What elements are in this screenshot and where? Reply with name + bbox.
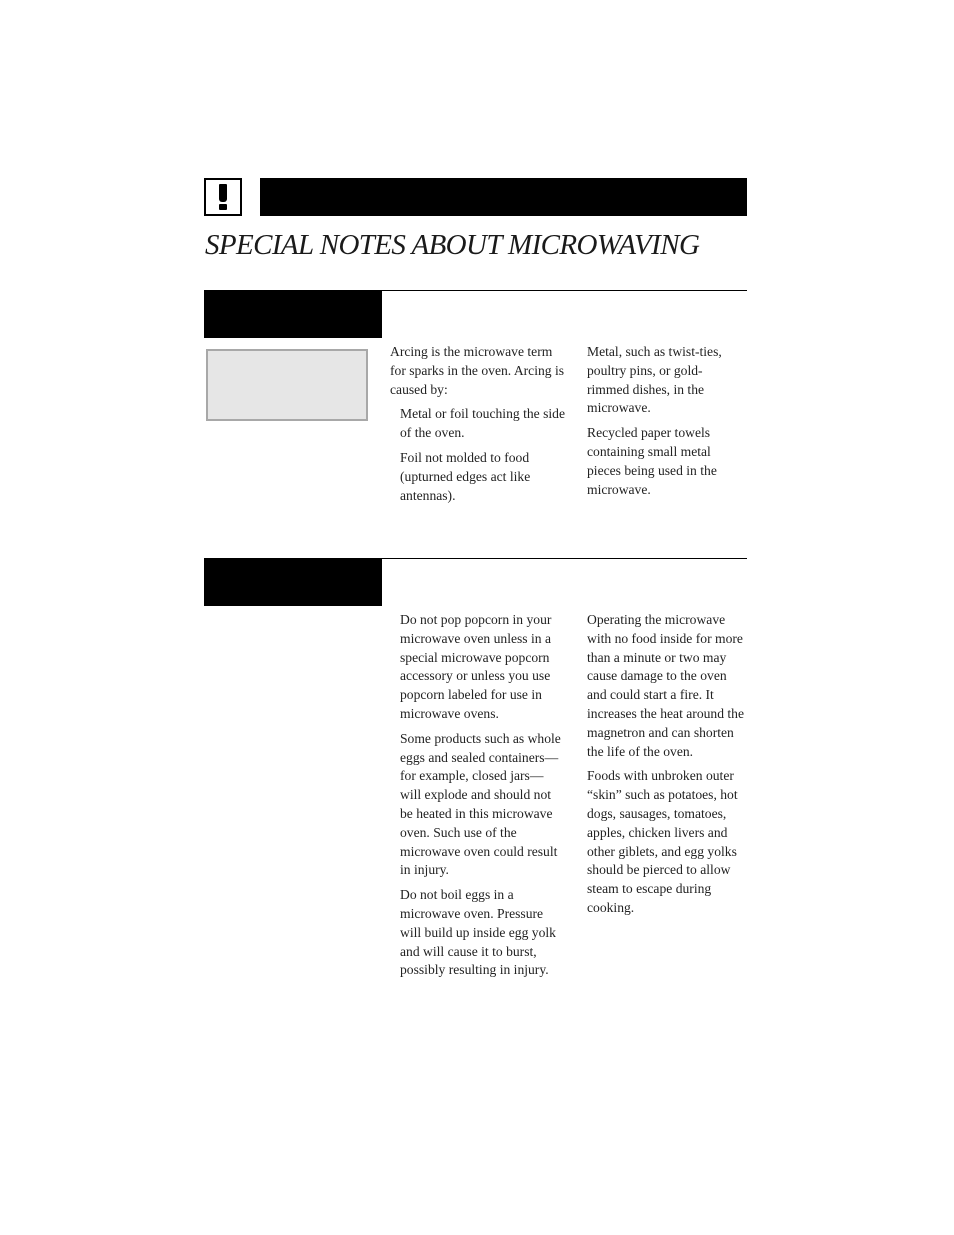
arcing-section-tab (204, 290, 382, 338)
arcing-cause-foil-touching: Metal or foil touching the side of the oven. (400, 406, 565, 441)
arcing-cause-paper-towels: Recycled paper towels containing small metal pieces being used in the microwave. (587, 425, 717, 497)
caution-food-skin: Foods with unbroken outer “skin” such as potatoes, hot dogs, sausages, tomatoes, apples, chicken livers and other giblets, and egg yolks should be pierced to allow steam to escape during cooking. (587, 768, 738, 915)
arcing-cause-metal: Metal, such as twist-ties, poultry pins, or gold-rimmed dishes, in the microwave. (587, 344, 722, 416)
cautions-column-left (400, 611, 564, 986)
exclamation-bar (219, 184, 227, 202)
cautions-section-tab (204, 558, 382, 606)
exclamation-icon (204, 178, 242, 216)
arcing-intro: Arcing is the microwave term for sparks in the oven. Arcing is caused by: (390, 344, 565, 397)
cautions-section-rule (382, 558, 747, 559)
caution-boil-eggs: Do not boil eggs in a microwave oven. Pressure will build up inside egg yolk and will cause it to burst, possibly resulting in injury. (400, 887, 556, 978)
arcing-cause-foil-not-molded: Foil not molded to food (upturned edges act like antennas). (400, 449, 531, 503)
caution-popcorn: Do not pop popcorn in your microwave oven unless in a special microwave popcorn accessory or unless you use popcorn labeled for use in microwave ovens. (400, 612, 552, 721)
exclamation-dot (219, 204, 227, 210)
arcing-column-right (587, 343, 743, 505)
arcing-column-left (390, 343, 570, 511)
header-bar (260, 178, 747, 216)
arcing-section-rule (382, 290, 747, 291)
page-title: SPECIAL NOTES ABOUT MICROWAVING (205, 229, 700, 261)
cautions-column-right (587, 611, 749, 924)
caution-empty-oven: Operating the microwave with no food inside for more than a minute or two may cause damage to the oven and could start a fire. It increases the heat around the magnetron and can shorten the life of the oven. (587, 612, 745, 759)
arcing-side-panel (206, 349, 368, 421)
caution-sealed-containers: Some products such as whole eggs and sealed containers—for example, closed jars—will explode and should not be heated in this microwave oven. Such use of the microwave oven could result in injury. (400, 730, 561, 878)
